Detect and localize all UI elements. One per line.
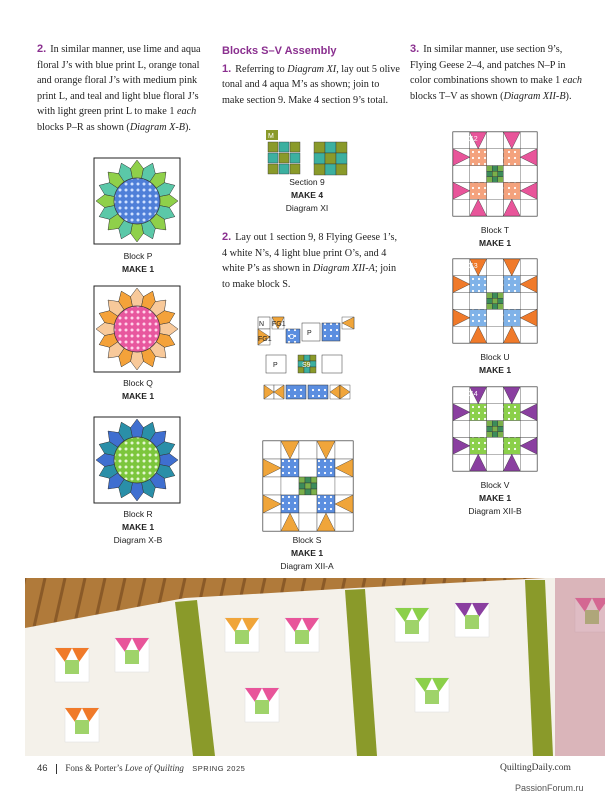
patch-m xyxy=(268,164,278,174)
patch-m xyxy=(498,432,504,438)
patch-n xyxy=(487,387,504,404)
fg1-label: FG1 xyxy=(272,321,286,328)
patch-n xyxy=(263,441,281,459)
patch-o xyxy=(470,276,487,293)
patch-m xyxy=(498,426,504,432)
fg-label: FG2 xyxy=(464,136,478,143)
patch-p xyxy=(487,182,504,199)
patch-m xyxy=(311,483,317,489)
patch-m xyxy=(304,355,310,361)
flowers-background xyxy=(555,578,605,756)
patch-p xyxy=(299,495,317,513)
patch-m xyxy=(299,489,305,495)
patch-n xyxy=(520,326,537,343)
patch-o xyxy=(470,404,487,421)
patch-m xyxy=(487,166,493,172)
patch-m xyxy=(498,304,504,310)
patch-m xyxy=(310,367,316,373)
flower-center xyxy=(114,306,160,352)
patch-m xyxy=(268,153,278,163)
patch-m xyxy=(336,153,347,164)
step3: 3. In similar manner, use section 9’s, Flying Geese 2–4, and patches N–P in color combinations shown to make 1 each blocks T–V as shown (Diagram XII-B). xyxy=(410,43,583,102)
quilt-photo xyxy=(25,578,605,756)
patch-m xyxy=(279,142,289,152)
patch-m xyxy=(492,304,498,310)
patch-n xyxy=(453,199,470,216)
patch-n xyxy=(453,166,470,183)
patch-p xyxy=(487,149,504,166)
patch-m xyxy=(492,421,498,427)
patch-n xyxy=(487,132,504,149)
block-p-caption: Block P MAKE 1 xyxy=(121,251,155,274)
patch-m xyxy=(498,177,504,183)
patch-m xyxy=(487,432,493,438)
patch-o xyxy=(503,182,520,199)
patch-p xyxy=(487,276,504,293)
patch-m xyxy=(290,164,300,174)
patch-m xyxy=(298,355,304,361)
patch-p xyxy=(487,437,504,454)
block-r-caption: Block R MAKE 1 Diagram X-B xyxy=(113,509,163,545)
patch-n xyxy=(453,454,470,471)
fg-label: FG4 xyxy=(464,391,478,398)
patch-n xyxy=(487,454,504,471)
patch-m xyxy=(311,489,317,495)
patch-m xyxy=(492,166,498,172)
o-label: O xyxy=(289,334,295,341)
patch-n xyxy=(299,513,317,531)
fg-label: FG3 xyxy=(464,263,478,270)
page-footer xyxy=(37,763,245,774)
block-s-diagram xyxy=(262,440,354,532)
patch-p xyxy=(299,459,317,477)
middle-column: Blocks S–V Assembly 1. Referring to Diagram XI, lay out 5 olive tonal and 4 aqua M’s as shown; join to make section 9. Make 4 section 9’s total. xyxy=(222,44,402,108)
patch-n xyxy=(335,477,353,495)
patch-m xyxy=(492,426,498,432)
patch-m xyxy=(498,298,504,304)
patch-m xyxy=(325,164,336,175)
patch-m xyxy=(314,142,325,153)
patch-m xyxy=(492,432,498,438)
block-p-diagram xyxy=(81,157,195,245)
block-q-caption: Block Q MAKE 1 xyxy=(121,378,155,401)
patch-m xyxy=(305,477,311,483)
patch-m xyxy=(487,298,493,304)
block-t-diagram xyxy=(452,131,538,217)
patch-o xyxy=(281,459,299,477)
patch-n xyxy=(487,199,504,216)
patch-m xyxy=(498,171,504,177)
patch-m xyxy=(311,477,317,483)
patch-m xyxy=(314,164,325,175)
patch-m xyxy=(299,477,305,483)
patch-p xyxy=(317,477,335,495)
patch-n xyxy=(263,477,281,495)
patch-n xyxy=(453,421,470,438)
patch-n xyxy=(487,259,504,276)
patch-m xyxy=(325,142,336,153)
section-9-diagram xyxy=(262,130,372,176)
patch-m xyxy=(279,153,289,163)
patch-p xyxy=(487,404,504,421)
patch-m xyxy=(487,421,493,427)
patch-m xyxy=(299,483,305,489)
patch-n xyxy=(520,199,537,216)
block-u-diagram xyxy=(452,258,538,344)
patch-n xyxy=(487,326,504,343)
patch-m xyxy=(290,153,300,163)
patch-n xyxy=(335,441,353,459)
m-label: M xyxy=(268,133,274,140)
flower-center xyxy=(114,178,160,224)
patch-m xyxy=(268,142,278,152)
patch-o xyxy=(503,404,520,421)
fg1v-label: FG1 xyxy=(258,336,272,343)
patch-n xyxy=(520,421,537,438)
patch-n xyxy=(520,387,537,404)
magazine-name: Fons & Porter’s Love of Quilting xyxy=(65,763,184,773)
patch-m xyxy=(305,489,311,495)
middle-step2: 2. Lay out 1 section 9, 8 Flying Geese 1’s, 4 white N’s, 4 light blue print O’s, and 4 white P’s as shown in Diagram XII-A; join to make block S. xyxy=(222,231,398,290)
step-number: 2. xyxy=(37,43,47,55)
patch-m xyxy=(492,171,498,177)
patch-o xyxy=(503,276,520,293)
patch-m xyxy=(314,153,325,164)
patch-m xyxy=(310,361,316,367)
watermark: PassionForum.ru xyxy=(515,783,584,793)
patch-n xyxy=(453,326,470,343)
page-number: 46 xyxy=(37,763,48,774)
patch-p xyxy=(470,166,487,183)
patch-n xyxy=(520,259,537,276)
step2-left: 2. In similar manner, use lime and aqua floral J’s with blue print L, orange tonal and orange floral J’s with medium pink print L, and teal and light blue floral J’s with light green print L to make 1 each blocks P–R as shown (Diagram X-B). xyxy=(37,43,201,133)
patch-m xyxy=(290,142,300,152)
patch-n xyxy=(453,293,470,310)
patch-m xyxy=(492,293,498,299)
section-9-caption: Section 9 MAKE 4 Diagram XI xyxy=(285,177,329,213)
block-v-diagram xyxy=(452,386,538,472)
flower-center xyxy=(114,437,160,483)
patch-m xyxy=(336,142,347,153)
patch-p xyxy=(470,421,487,438)
patch-p xyxy=(281,477,299,495)
patch-o xyxy=(503,149,520,166)
issue: SPRING 2025 xyxy=(192,764,246,773)
patch-m xyxy=(310,355,316,361)
site-url[interactable]: QuiltingDaily.com xyxy=(500,763,571,773)
section-heading: Blocks S–V Assembly xyxy=(222,45,337,57)
patch-m xyxy=(487,426,493,432)
patch-p xyxy=(470,293,487,310)
patch-p xyxy=(503,166,520,183)
s9-label: S9 xyxy=(302,362,311,369)
patch-n xyxy=(520,166,537,183)
patch-n xyxy=(299,441,317,459)
patch-n xyxy=(263,513,281,531)
patch-p xyxy=(487,309,504,326)
patch-m xyxy=(498,293,504,299)
patch-m xyxy=(325,153,336,164)
patch-o xyxy=(503,309,520,326)
patch-m xyxy=(487,177,493,183)
patch-o xyxy=(470,309,487,326)
patch-m xyxy=(498,421,504,427)
n-label: N xyxy=(259,321,265,328)
patch-m xyxy=(487,293,493,299)
patch-n xyxy=(520,132,537,149)
block-u-caption: Block U MAKE 1 xyxy=(478,352,512,375)
patch-o xyxy=(470,149,487,166)
block-s-caption: Block S MAKE 1 Diagram XII-A xyxy=(280,535,334,571)
patch-o xyxy=(470,437,487,454)
patch-n xyxy=(335,513,353,531)
patch-o xyxy=(317,495,335,513)
patch-m xyxy=(487,304,493,310)
block-r-diagram xyxy=(81,416,195,504)
patch-m xyxy=(492,177,498,183)
block-s-exploded-diagram xyxy=(256,315,356,425)
patch-m xyxy=(498,166,504,172)
block-t-caption: Block T MAKE 1 xyxy=(478,225,512,248)
patch-p xyxy=(503,421,520,438)
patch-o xyxy=(317,459,335,477)
patch-n xyxy=(520,293,537,310)
p1-label: P xyxy=(307,330,312,337)
block-v-caption: Block V MAKE 1 Diagram XII-B xyxy=(468,480,522,516)
patch-m xyxy=(492,298,498,304)
block-q-diagram xyxy=(81,285,195,373)
patch-m xyxy=(487,171,493,177)
patch-m xyxy=(305,483,311,489)
patch-m xyxy=(336,164,347,175)
patch-n xyxy=(520,454,537,471)
patch-m xyxy=(279,164,289,174)
p2-label: P xyxy=(273,362,278,369)
patch-p xyxy=(503,293,520,310)
patch-o xyxy=(503,437,520,454)
patch-o xyxy=(470,182,487,199)
patch-o xyxy=(281,495,299,513)
